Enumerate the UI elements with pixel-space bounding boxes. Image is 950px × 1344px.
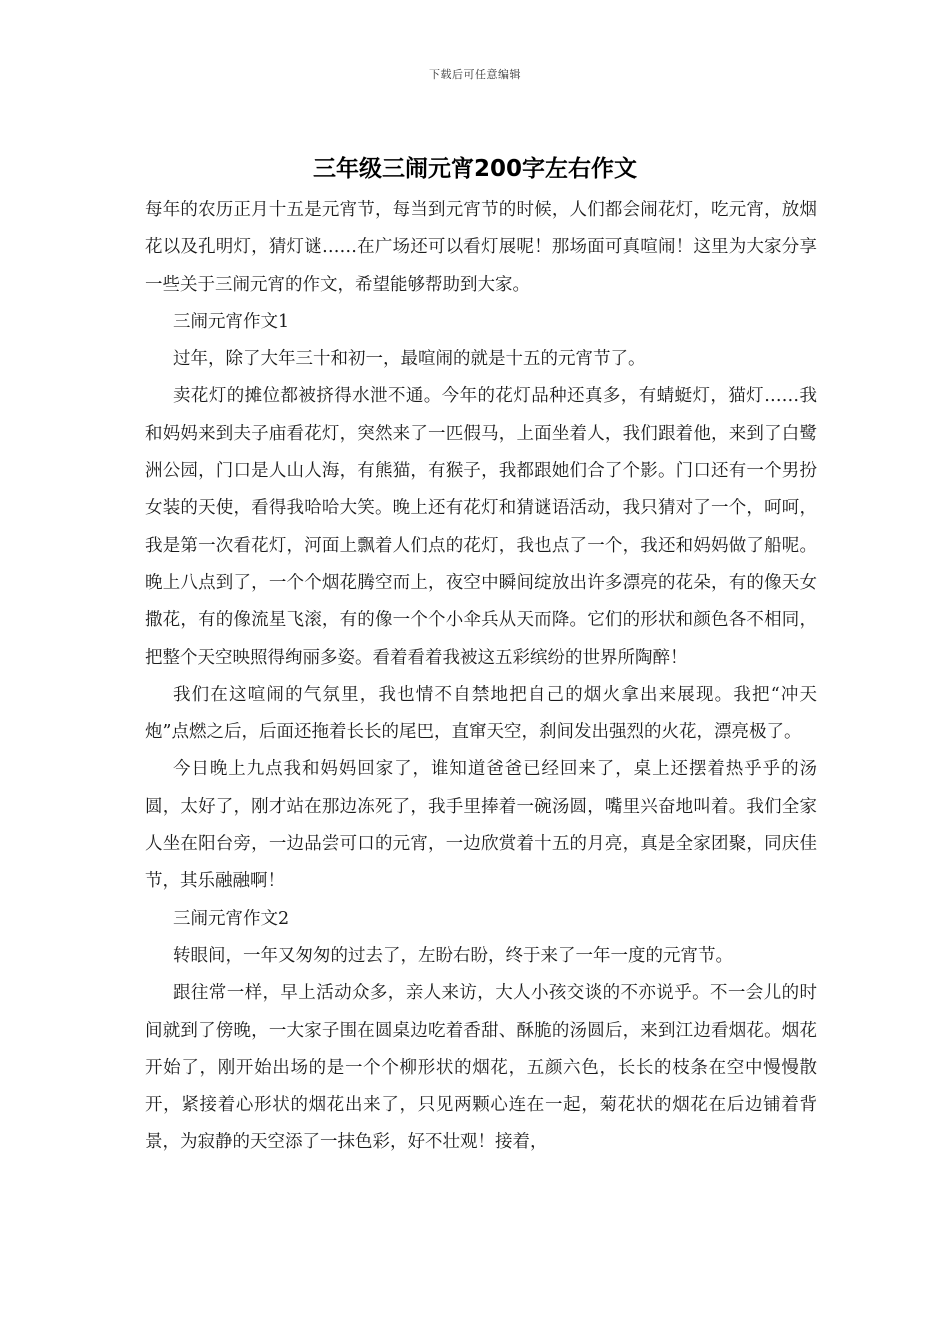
document-body [145,192,817,1162]
section-heading: 三闹元宵作文2 [173,908,290,929]
paragraph: 跟往常一样，早上活动众多，亲人来访，大人小孩交谈的不亦说乎。不一会儿的时间就到了傍晚，一大家子围在圆桌边吃着香甜、酥脆的汤圆后，来到江边看烟花。烟花开始了，刚开始出场的是一个个柳形状的烟花，五颜六色，长长的枝条在空中慢慢散开，紧接着心形状的烟花出来了，只见两颗心连在一起，菊花状的烟花在后边铺着背景，为寂静的天空添了一抹色彩，好不壮观！接着， [145,983,817,1153]
section-heading: 三闹元宵作文1 [173,311,290,332]
paragraph: 每年的农历正月十五是元宵节，每当到元宵节的时候，人们都会闹花灯，吃元宵，放烟花以及孔明灯，猜灯谜……在广场还可以看灯展呢！那场面可真喧闹！这里为大家分享一些关于三闹元宵的作文，希望能够帮助到大家。 [145,200,817,295]
header-note: 下载后可任意编辑 [429,68,521,81]
paragraph: 卖花灯的摊位都被挤得水泄不通。今年的花灯品种还真多，有蜻蜓灯，猫灯……我和妈妈来到夫子庙看花灯，突然来了一匹假马，上面坐着人，我们跟着他，来到了白鹭洲公园，门口是人山人海，有熊猫，有猴子，我都跟她们合了个影。门口还有一个男扮女装的天使，看得我哈哈大笑。晚上还有花灯和猜谜语活动，我只猜对了一个，呵呵，我是第一次看花灯，河面上飘着人们点的花灯，我也点了一个，我还和妈妈做了船呢。晚上八点到了，一个个烟花腾空而上，夜空中瞬间绽放出许多漂亮的花朵，有的像天女撒花，有的像流星飞滚，有的像一个个小伞兵从天而降。它们的形状和颜色各不相同，把整个天空映照得绚丽多姿。看着看着我被这五彩缤纷的世界所陶醉！ [145,386,817,668]
paragraph: 转眼间，一年又匆匆的过去了，左盼右盼，终于来了一年一度的元宵节。 [173,945,733,966]
document-title: 三年级三闹元宵200字左右作文 [312,156,637,182]
paragraph: 今日晚上九点我和妈妈回家了，谁知道爸爸已经回来了，桌上还摆着热乎乎的汤圆，太好了，刚才站在那边冻死了，我手里捧着一碗汤圆，嘴里兴奋地叫着。我们全家人坐在阳台旁，一边品尝可口的元宵，一边欣赏着十五的月亮，真是全家团聚，同庆佳节，其乐融融啊！ [145,759,817,892]
paragraph: 过年，除了大年三十和初一，最喧闹的就是十五的元宵节了。 [173,349,646,370]
paragraph: 我们在这喧闹的气氛里，我也情不自禁地把自己的烟火拿出来展现。我把“冲天炮”点燃之后，后面还拖着长长的尾巴，直窜天空，刹间发出强烈的火花，漂亮极了。 [145,684,817,743]
